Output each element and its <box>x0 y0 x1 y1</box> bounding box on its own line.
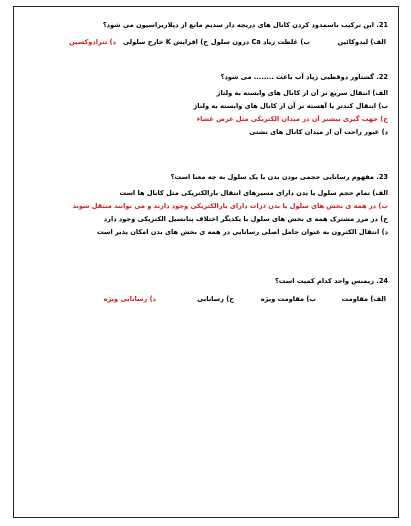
q23-option-b[interactable]: ب) در همه ی بخش های سلول یا بدن ذرات دارای بارالکتریکی وجود دارند و می توانند منتقل شوند <box>72 202 388 210</box>
question-21-text: 21. این ترکیب باسمدود کردن کانال های دریچه دار سدیم مانع از دپلاریزاسیون می شود؟ <box>102 21 388 29</box>
exam-page <box>13 6 399 518</box>
q21-option-b[interactable]: ب) غلظت زیاد Ca درون سلول <box>210 38 310 46</box>
question-21-options <box>22 38 388 47</box>
q24-option-d[interactable]: د) رسانایی ویژه <box>103 295 156 303</box>
question-23 <box>22 173 388 236</box>
q24-option-b[interactable]: ب) مقاومت ویژه <box>260 295 316 303</box>
question-24-options <box>22 295 388 304</box>
q21-option-d[interactable]: د) تترادوکسین <box>69 38 116 46</box>
question-23-text: 23. مفهوم رسانایی حجمی بودن بدن یا یک سلول به چه معنا است؟ <box>170 173 388 181</box>
q23-option-a[interactable]: الف) تمام حجم سلول یا بدن دارای مسیرهای انتقال بارالکتریکی مثل کانال ها است <box>119 189 388 197</box>
q23-option-d[interactable]: د) انتقال الکترون به عنوان حامل اصلی رسانایی در همه ی بخش های بدن امکان پذیر است <box>97 228 388 236</box>
q22-option-b[interactable]: ب) انتقال کندتر یا آهسته تر آن از کانال های وابسته به ولتاژ <box>193 102 388 110</box>
q22-option-c[interactable]: ج) جهت گیری بیشتر آن در میدان الکتریکی مثل عرض غشاء <box>196 115 388 123</box>
q24-option-a[interactable]: الف) مقاومت <box>341 295 386 303</box>
question-22 <box>22 73 388 136</box>
q21-option-c[interactable]: ج) افزایش K خارج سلولی <box>122 38 208 46</box>
question-24 <box>22 277 388 304</box>
question-24-text: 24. زیمنس واحد کدام کمیت است؟ <box>274 277 388 285</box>
q24-option-c[interactable]: ج) رسانایی <box>197 295 234 303</box>
question-22-text: 22. گشتاور دوقطبی زیاد آب باعث ........ می شود؟ <box>220 73 388 81</box>
q21-option-a[interactable]: الف) لیدوکائین <box>337 38 386 46</box>
q23-option-c[interactable]: ج) در مرز مشترک همه ی بخش های سلول با یکدیگر اختلاف پتانسیل الکتریکی وجود دارد <box>103 215 388 223</box>
question-21 <box>22 21 388 47</box>
q22-option-d[interactable]: د) عبور راحت آن از میدان کانال های نشتی <box>249 128 388 136</box>
q22-option-a[interactable]: الف) انتقال سریع تر آن از کانال های وابسته به ولتاژ <box>216 89 388 97</box>
